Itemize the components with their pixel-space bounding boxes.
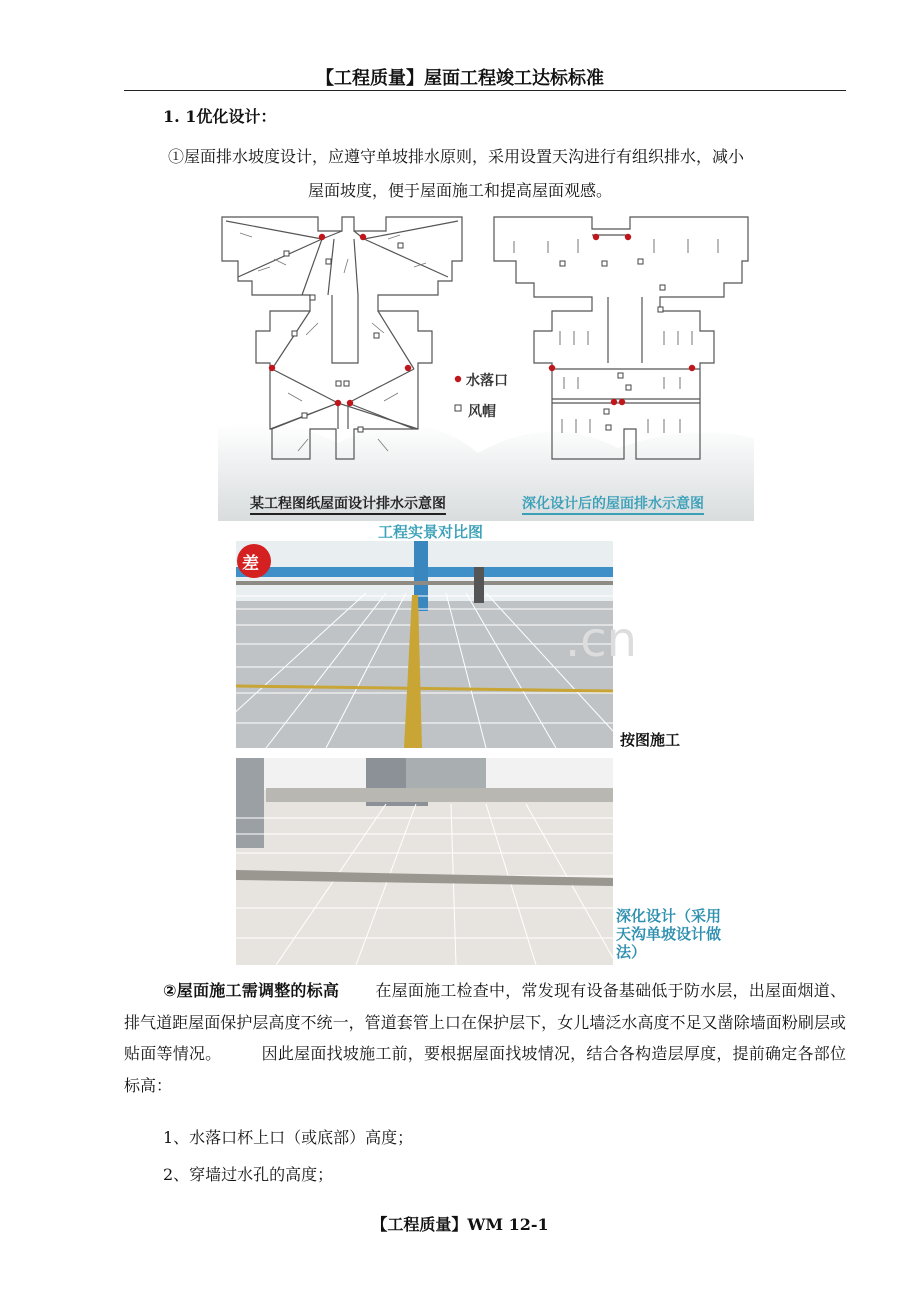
header-rule	[124, 90, 846, 91]
left-plan-drains	[269, 234, 411, 406]
section-heading: 1. 1优化设计：	[163, 107, 277, 126]
photo-as-designed	[236, 541, 613, 748]
intro-line-2: 屋面坡度，便于屋面施工和提高屋面观感。	[308, 181, 613, 200]
photo2-label-line1: 深化设计（采用	[616, 907, 722, 925]
watermark: .cn	[565, 612, 638, 668]
right-plan-drains	[549, 234, 695, 405]
body-text-2: 因此屋面找坡施工前，要根据屋面找坡情况，结合各构造层厚度，提前确定各部位标高：	[124, 1044, 846, 1095]
photo-deepened-design	[236, 758, 613, 965]
photo1-svg	[236, 541, 613, 748]
bold-lead: ②屋面施工需调整的标高	[163, 981, 340, 1000]
right-plan	[494, 217, 748, 459]
drainage-diagram-svg	[218, 213, 754, 521]
page-header-title: 【工程质量】屋面工程竣工达标标准	[316, 68, 604, 89]
intro-line-1: ①屋面排水坡度设计，应遵守单坡排水原则，采用设置天沟进行有组织排水，减小	[168, 147, 745, 166]
body-text-1: 在屋面施工检查中，常发现有设备基础低于防水层，出屋面烟道、排气道距屋面保护层高度不统一，管道套管上口在保护层下，女儿墙泛水高度不足又凿除墙面粉刷层或贴面等情况。	[124, 981, 846, 1063]
vent-legend-icon	[455, 405, 461, 411]
left-plan-arrows	[240, 233, 426, 451]
list-item: 1、水落口杯上口（或底部）高度；	[163, 1128, 414, 1147]
comparison-caption: 工程实景对比图	[378, 523, 484, 541]
drain-legend-icon	[455, 376, 461, 382]
photo1-label: 按图施工	[620, 731, 681, 749]
legend-vent-label: 风帽	[468, 404, 496, 420]
caption-right: 深化设计后的屋面排水示意图	[522, 493, 704, 515]
caption-left: 某工程图纸屋面设计排水示意图	[250, 493, 446, 515]
page-footer: 【工程质量】WM 12-1	[371, 1215, 549, 1234]
body-paragraph	[124, 975, 846, 1101]
list-item: 2、穿墙过水孔的高度；	[163, 1165, 334, 1184]
photo2-svg	[236, 758, 613, 965]
photo2-label-line2: 天沟单坡设计做	[616, 925, 722, 943]
left-plan-vents	[284, 243, 403, 432]
badge-text: 差	[242, 554, 259, 574]
photo2-label-line3: 法）	[616, 943, 647, 961]
drainage-diagram-figure	[218, 213, 754, 521]
figure-legend	[455, 376, 461, 411]
intro-paragraph	[168, 140, 848, 208]
photo2-label	[616, 907, 721, 961]
left-plan	[222, 217, 462, 459]
legend-drain-label: 水落口	[466, 373, 508, 389]
